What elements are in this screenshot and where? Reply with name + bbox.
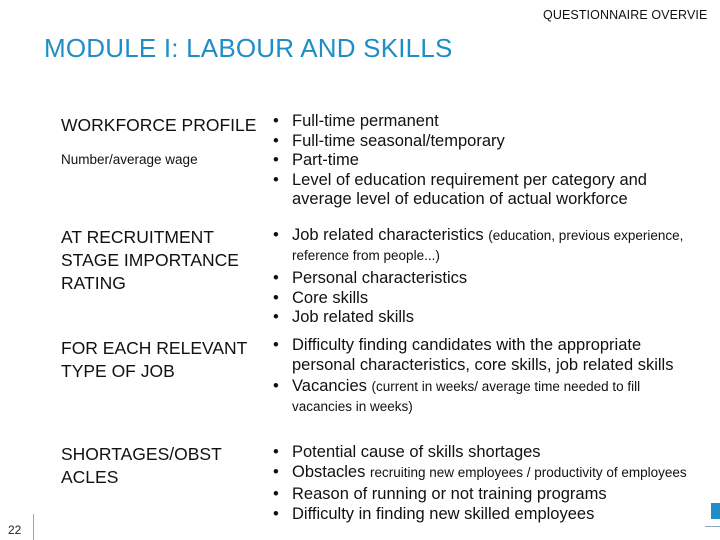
list-item: • Part-time: [272, 151, 692, 171]
section-sublabel: Number/average wage: [61, 152, 198, 167]
section-label-workforce-profile: [61, 114, 261, 168]
section-label-shortages: SHORTAGES/OBST ACLES: [61, 444, 222, 487]
list-item: [272, 377, 692, 416]
bullet-list-relevant-job: [272, 336, 692, 416]
list-item: • Difficulty in finding new skilled employees: [272, 505, 692, 525]
list-item: • Core skills: [272, 289, 692, 309]
list-item: • Job related skills: [272, 308, 692, 328]
bullet-list-shortages: [272, 443, 692, 524]
list-item: • Level of education requirement per category and average level of education of actual workforce: [272, 171, 692, 210]
list-item: • Potential cause of skills shortages: [272, 443, 692, 463]
list-item: • Difficulty finding candidates with the appropriate personal characteristics, core skills, job related skills: [272, 336, 692, 375]
section-label-text: WORKFORCE PROFILE: [61, 115, 257, 135]
list-item: [272, 226, 692, 265]
divider: [705, 526, 720, 527]
list-item-main: Obstacles: [292, 462, 366, 481]
list-item: • Full-time permanent: [272, 112, 692, 132]
list-item: • Personal characteristics: [272, 269, 692, 289]
list-item-note: (current in weeks/ average time needed to fill vacancies in weeks): [292, 379, 641, 414]
accent-square: [711, 503, 720, 519]
list-item: • Full-time seasonal/temporary: [272, 132, 692, 152]
list-item-note: recruiting new employees / productivity of employees: [369, 464, 687, 480]
section-label-relevant-job: FOR EACH RELEVANT TYPE OF JOB: [61, 338, 248, 381]
bullet-list-workforce-profile: [272, 112, 692, 210]
section-label-recruitment-stage: AT RECRUITMENT STAGE IMPORTANCE RATING: [61, 227, 239, 293]
bullet-list-recruitment-stage: [272, 226, 692, 328]
page-title: MODULE I: LABOUR AND SKILLS: [44, 33, 453, 63]
list-item: • Reason of running or not training programs: [272, 485, 692, 505]
list-item: [272, 463, 692, 483]
list-item-main: Vacancies: [292, 377, 367, 395]
header-label: QUESTIONNAIRE OVERVIE: [543, 8, 708, 22]
list-item-note: (education, previous experience, reference from people...): [292, 228, 684, 263]
list-item-main: Job related characteristics: [292, 226, 484, 244]
page-number: 22: [0, 514, 34, 540]
